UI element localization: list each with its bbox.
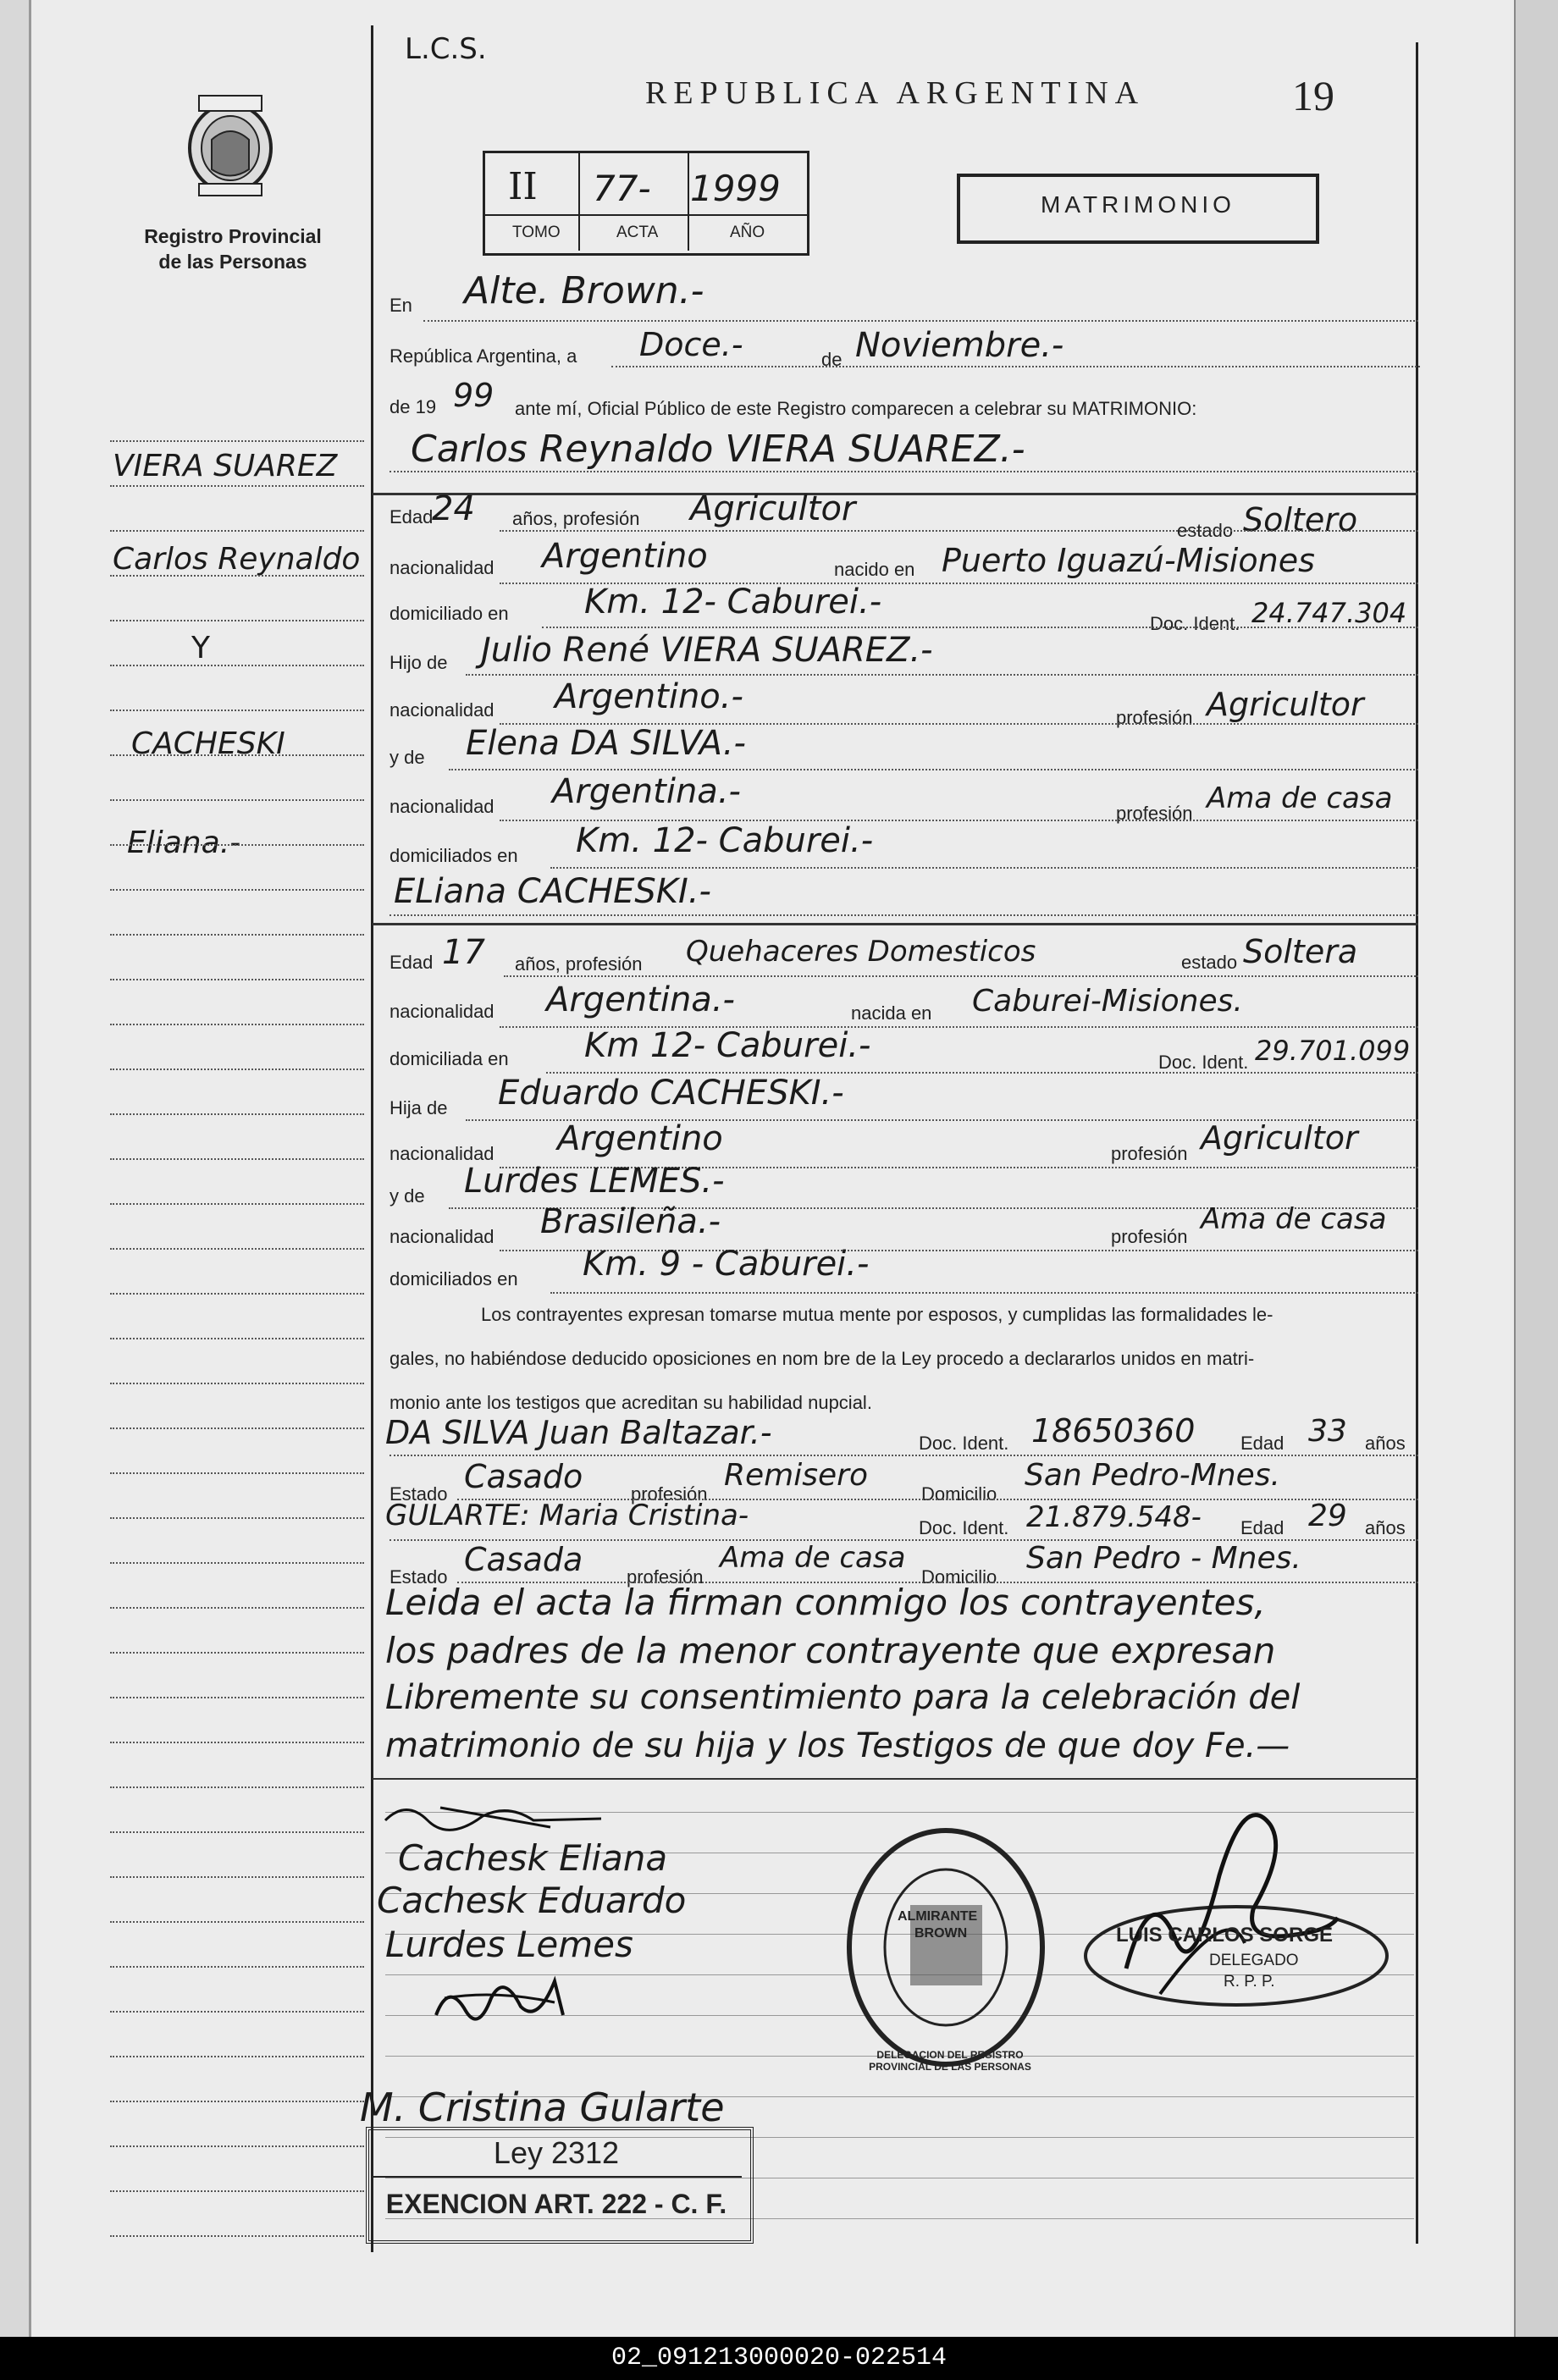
official-name: LUIS CARLOS SORGE: [1116, 1924, 1334, 1947]
bride-mother-profession: Ama de casa: [1201, 1202, 1387, 1236]
signature-witness-2: M. Cristina Gularte: [360, 2085, 725, 2130]
margin-rule: [110, 2190, 364, 2192]
groom-mother-profession: Ama de casa: [1207, 781, 1393, 815]
bride-domiciliada-label: domiciliada en: [390, 1048, 509, 1069]
bride-yde-label: y de: [390, 1185, 425, 1207]
margin-rule: [110, 710, 364, 711]
groom-father-name: Julio René VIERA SUAREZ.-: [481, 631, 933, 670]
margin-rule: [110, 1293, 364, 1295]
bride-profession: Quehaceres Domesticos: [686, 935, 1036, 969]
bride-anos-profesion-label: años, profesión: [515, 953, 643, 975]
margin-rule: [110, 1876, 364, 1878]
groom-age: 24: [432, 489, 475, 528]
margin-rule: [110, 799, 364, 801]
seal-center-2: BROWN: [914, 1926, 968, 1941]
groom-father-profession: Agricultor: [1207, 686, 1364, 723]
intro-text: ante mí, Oficial Público de este Registro comparecen a celebrar su MATRIMONIO:: [515, 398, 1197, 419]
groom-yde-label: y de: [390, 747, 425, 768]
closing-line-3: Libremente su consentimiento para la celebración del: [385, 1678, 1301, 1717]
margin-surname: VIERA SUAREZ: [113, 449, 338, 483]
registry-line-1: Registro Provincial: [144, 225, 322, 247]
groom-domiciliados-label: domiciliados en: [390, 845, 518, 866]
margin-rule: [110, 1607, 364, 1609]
closing-line-1: Leida el acta la firman conmigo los contrayentes,: [385, 1582, 1266, 1623]
bride-birthplace: Caburei-Misiones.: [972, 984, 1243, 1019]
seal-text: DELEGACION DEL REGISTRO PROVINCIAL DE LAS PERSONAS: [869, 2049, 1031, 2073]
margin-rule: [110, 1562, 364, 1564]
witness-1-doc: 18650360: [1031, 1412, 1196, 1450]
bride-father-name: Eduardo CACHESKI.-: [498, 1074, 844, 1113]
margin-given-name-2: Eliana.-: [127, 826, 241, 860]
margin-rule: [110, 979, 364, 980]
coat-of-arms-icon: [178, 89, 284, 203]
groom-anos-profesion-label: años, profesión: [512, 508, 640, 529]
signature-bride: Cachesk Eliana: [398, 1837, 668, 1879]
groom-full-name: Carlos Reynaldo VIERA SUAREZ.-: [411, 428, 1025, 471]
witness-1-age: 33: [1308, 1414, 1347, 1449]
bride-father-nationality-label: nacionalidad: [390, 1143, 494, 1164]
right-border: [1416, 42, 1418, 2244]
official-title-1: DELEGADO: [1209, 1952, 1299, 1969]
margin-rule: [110, 2101, 364, 2102]
margin-given-name: Carlos Reynaldo: [113, 542, 361, 577]
de-label: de: [821, 349, 843, 370]
bride-nationality: Argentina.-: [546, 980, 735, 1019]
bride-mother-nationality: Brasileña.-: [540, 1202, 721, 1241]
bride-estado-label: estado: [1181, 952, 1238, 973]
groom-estado-label: estado: [1177, 520, 1234, 541]
witness-2-name: GULARTE: Maria Cristina-: [385, 1499, 749, 1532]
witness-2-doc-label: Doc. Ident.: [919, 1517, 1009, 1538]
witness-1-status: Casado: [464, 1458, 583, 1495]
registry-seal-icon: [843, 1825, 1050, 2070]
bride-address: Km 12- Caburei.-: [584, 1026, 871, 1065]
witness-2-status: Casada: [464, 1541, 583, 1578]
margin-rule: [110, 754, 364, 756]
republica-label: República Argentina, a: [390, 345, 577, 367]
groom-address: Km. 12- Caburei.-: [584, 583, 882, 621]
groom-father-nationality: Argentino.-: [555, 677, 743, 716]
margin-rule: [110, 1831, 364, 1833]
bride-nacida-label: nacida en: [851, 1002, 932, 1024]
witness-1-estado-label: Estado: [390, 1483, 448, 1505]
margin-rule: [110, 844, 364, 846]
bride-domiciliados-label: domiciliados en: [390, 1268, 518, 1289]
margin-rule: [110, 2145, 364, 2147]
margin-rule: [110, 889, 364, 891]
en-label: En: [390, 295, 412, 316]
declaration-line-2: gales, no habiéndose deducido oposiciones en nom bre de la Ley procedo a declararlos unidos en matri-: [390, 1348, 1255, 1369]
bride-mother-profesion-label: profesión: [1111, 1226, 1188, 1247]
page-number: 19: [1292, 72, 1334, 119]
witness-2-age: 29: [1308, 1499, 1347, 1533]
bride-mother-name: Lurdes LEMES.-: [464, 1162, 725, 1201]
margin-rule: [110, 440, 364, 442]
groom-profession: Agricultor: [690, 489, 856, 528]
bride-nacionalidad-label: nacionalidad: [390, 1001, 494, 1022]
closing-line-4: matrimonio de su hija y los Testigos de que doy Fe.—: [385, 1726, 1290, 1765]
witness-1-domicilio-label: Domicilio: [921, 1483, 997, 1505]
witness-2-estado-label: Estado: [390, 1566, 448, 1588]
margin-rule: [110, 2011, 364, 2013]
margin-rule: [110, 2235, 364, 2237]
margin-rule: [110, 485, 364, 487]
groom-mother-name: Elena DA SILVA.-: [466, 724, 746, 763]
bride-civil-status: Soltera: [1243, 933, 1358, 970]
groom-doc-number: 24.747.304: [1251, 597, 1407, 629]
ley-line-1: Ley 2312: [493, 2135, 620, 2170]
margin-rule: [110, 1742, 364, 1743]
witness-2-profesion-label: profesión: [627, 1566, 704, 1588]
bride-father-nationality: Argentino: [557, 1119, 723, 1158]
witness-2-address: San Pedro - Mnes.: [1026, 1541, 1301, 1576]
witness-2-anos-label: años: [1365, 1517, 1406, 1538]
bride-full-name: ELiana CACHESKI.-: [394, 872, 711, 911]
bride-hija-label: Hija de: [390, 1097, 448, 1118]
groom-mother-nationality-label: nacionalidad: [390, 796, 494, 817]
witness-1-doc-label: Doc. Ident.: [919, 1433, 1009, 1454]
witness-1-signature: [428, 1964, 580, 2040]
margin-rule: [110, 1427, 364, 1429]
groom-mother-nationality: Argentina.-: [552, 772, 741, 811]
margin-rule: [110, 1517, 364, 1519]
margin-rule: [110, 2056, 364, 2057]
margin-surname-2: CACHESKI: [131, 726, 285, 761]
margin-rule: [110, 1966, 364, 1968]
place-value: Alte. Brown.-: [464, 269, 704, 312]
witness-1-address: San Pedro-Mnes.: [1025, 1458, 1280, 1493]
bride-father-profesion-label: profesión: [1111, 1143, 1188, 1164]
signature-bride-father: Cachesk Eduardo: [377, 1880, 687, 1921]
ley-line-2: EXENCION ART. 222 - C. F.: [385, 2189, 727, 2219]
margin-rule: [110, 934, 364, 936]
official-title-2: R. P. P.: [1224, 1973, 1275, 1991]
groom-edad-label: Edad: [390, 506, 434, 527]
margin-divider: [371, 25, 373, 2252]
margin-rule: [110, 1652, 364, 1654]
initials: L.C.S.: [405, 32, 487, 66]
margin-rule: [110, 1158, 364, 1160]
margin-rule: [110, 1203, 364, 1205]
witness-1-profession: Remisero: [724, 1458, 868, 1493]
bride-doc-label: Doc. Ident.: [1158, 1052, 1249, 1073]
day-value: Doce.-: [639, 326, 743, 363]
witness-2-domicilio-label: Domicilio: [921, 1566, 997, 1588]
bride-age: 17: [442, 933, 485, 972]
groom-father-nationality-label: nacionalidad: [390, 699, 494, 721]
closing-line-2: los padres de la menor contrayente que expresan: [385, 1630, 1276, 1671]
seal-center-1: ALMIRANTE: [898, 1909, 978, 1924]
witness-2-edad-label: Edad: [1240, 1517, 1285, 1538]
witness-1-edad-label: Edad: [1240, 1433, 1285, 1454]
bride-mother-nationality-label: nacionalidad: [390, 1226, 494, 1247]
tomo-value: II: [508, 165, 538, 208]
ano-label: AÑO: [730, 224, 765, 241]
groom-nacido-label: nacido en: [834, 559, 915, 580]
groom-civil-status: Soltero: [1243, 501, 1358, 538]
groom-doc-label: Doc. Ident.: [1150, 613, 1240, 634]
witness-1-anos-label: años: [1365, 1433, 1406, 1454]
margin-connector: Y: [191, 631, 210, 665]
margin-rule: [110, 1338, 364, 1339]
registry-line-2: de las Personas: [158, 251, 307, 273]
margin-rule: [110, 1786, 364, 1788]
margin-rule: [110, 620, 364, 621]
country-title: REPUBLICA ARGENTINA: [645, 75, 1146, 111]
tomo-label: TOMO: [512, 224, 561, 241]
bride-father-profession: Agricultor: [1201, 1119, 1358, 1157]
margin-rule: [110, 530, 364, 532]
witness-1-profesion-label: profesión: [631, 1483, 708, 1505]
groom-parents-address: Km. 12- Caburei.-: [576, 821, 874, 860]
bride-edad-label: Edad: [390, 952, 434, 973]
month-value: Noviembre.-: [855, 326, 1064, 365]
groom-nationality: Argentino: [542, 537, 708, 576]
margin-rule: [110, 1113, 364, 1115]
year-prefix: de 19: [390, 396, 437, 417]
margin-rule: [110, 1472, 364, 1474]
margin-rule: [110, 1697, 364, 1698]
signature-bride-mother: Lurdes Lemes: [385, 1924, 633, 1965]
file-id-footer: 02_091213000020-022514: [0, 2337, 1558, 2380]
groom-hijo-label: Hijo de: [390, 652, 448, 673]
witness-1-name: DA SILVA Juan Baltazar.-: [385, 1414, 772, 1451]
binding-edge: [0, 0, 31, 2337]
bride-doc-number: 29.701.099: [1255, 1035, 1411, 1067]
margin-rule: [110, 1248, 364, 1250]
groom-mother-profesion-label: profesión: [1116, 803, 1193, 824]
declaration-line-1: Los contrayentes expresan tomarse mutua mente por esposos, y cumplidas las formalidades le-: [481, 1304, 1273, 1325]
declaration-line-3: monio ante los testigos que acreditan su habilidad nupcial.: [390, 1392, 872, 1413]
margin-rule: [110, 1921, 364, 1923]
witness-2-doc: 21.879.548-: [1026, 1500, 1202, 1534]
groom-father-profesion-label: profesión: [1116, 707, 1193, 728]
acta-label: ACTA: [616, 224, 659, 241]
groom-birthplace: Puerto Iguazú-Misiones: [942, 542, 1315, 579]
margin-rule: [110, 1383, 364, 1384]
margin-rule: [110, 1024, 364, 1025]
margin-rule: [110, 665, 364, 666]
groom-nacionalidad-label: nacionalidad: [390, 557, 494, 578]
witness-2-profession: Ama de casa: [720, 1541, 906, 1575]
groom-domiciliado-label: domiciliado en: [390, 603, 509, 624]
year-suffix: 99: [453, 377, 494, 414]
groom-signature: [381, 1795, 660, 1837]
margin-rule: [110, 1069, 364, 1070]
page-edge: [1514, 0, 1558, 2337]
bride-parents-address: Km. 9 - Caburei.-: [583, 1245, 870, 1284]
margin-rule: [110, 575, 364, 577]
ano-value: 1999: [690, 168, 781, 209]
document-type: MATRIMONIO: [1041, 191, 1235, 218]
acta-value: 77-: [593, 168, 651, 209]
